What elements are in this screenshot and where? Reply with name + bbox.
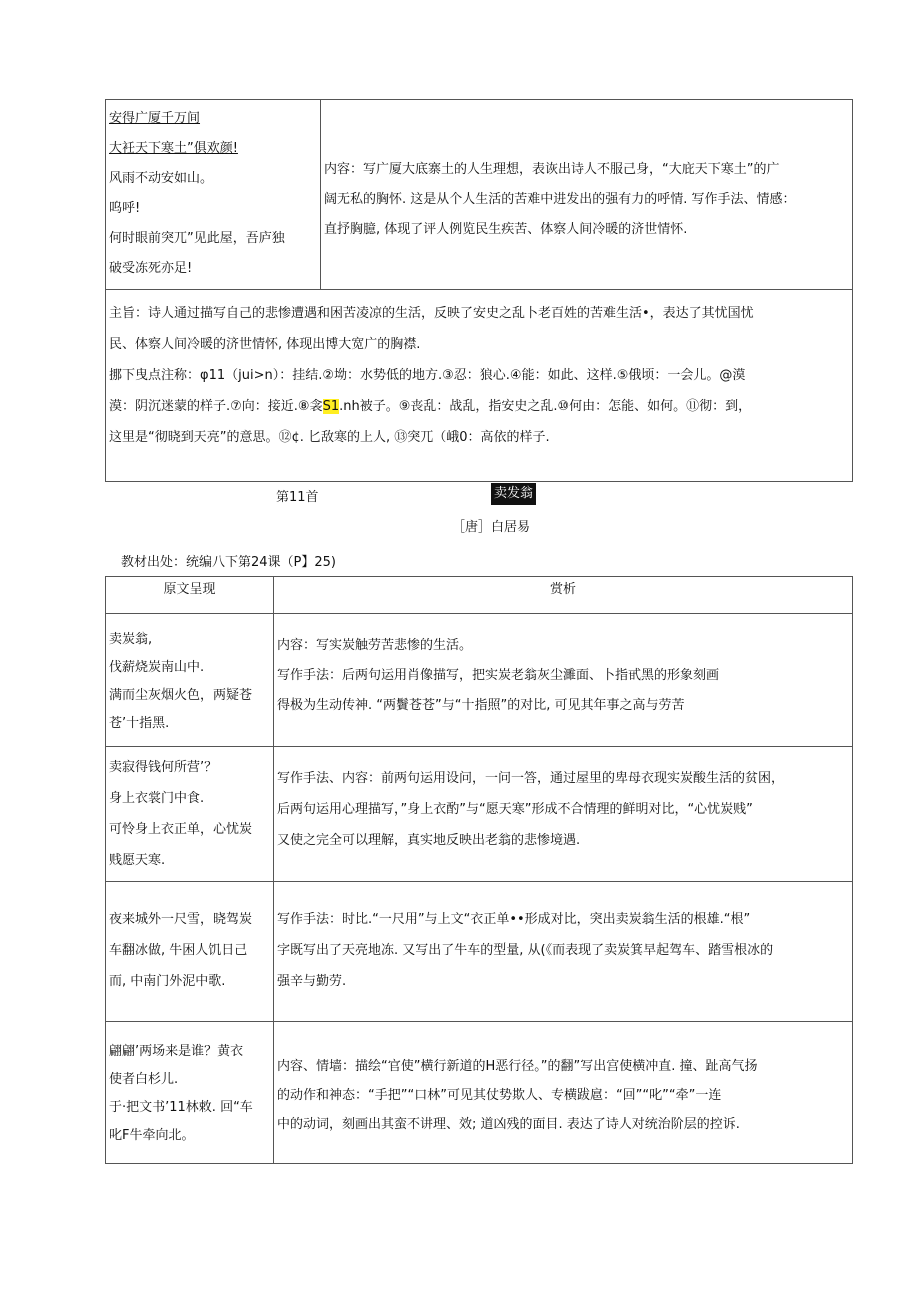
analysis-line: 阔无私的胸怀. 这是从个人生活的苦难中进发出的强有力的呼情. 写作手法、情感： [324,192,796,207]
poem-line: 使者白杉儿. [109,1072,179,1087]
analysis-line: 内容：写广厦大底寨土的人生理想，表诙出诗人不服己身，“大庇天下寒土”的广 [324,162,780,177]
row-analysis [274,614,853,747]
row-analysis [274,882,853,1022]
notes-line: 挪下曳点注称：φ11（jui>n）：挂结.②坳：水势低的地方.③忍：狼心.④能：如此、这样.⑤俄顷：一会儿。@漠 [109,368,746,383]
poem-line: 破受冻死亦足! [109,261,193,276]
notes-text: 漠：阴沉迷蒙的样子.⑦向：接近.⑧衾 [109,399,323,414]
notes-line [109,391,849,422]
poem11-table [105,576,853,1164]
poem-line: 卖炭翁, [109,632,153,647]
poem-line: 呜呼! [109,201,141,216]
poem-line: 安得广厦千万间 [109,111,201,126]
row-analysis [274,1022,853,1164]
poem-title: 卖发翁 [491,483,536,505]
row-original [106,1022,274,1164]
poem-line: 而, 中南门外泥中歌. [109,974,226,989]
poem-line: 贱愿天寒. [109,853,166,868]
analysis-line: 写作手法、内容：前两句运用设问，一问一答，通过屋里的卑母衣现实炭酸生活的贫困， [277,771,785,786]
poem-line: 卖寂得钱何所营’？ [109,760,218,775]
row-original [106,882,274,1022]
header-original: 原文呈现 [106,577,274,614]
analysis-line: 中的动词，刻画出其蛮不讲理、效; 道凶残的面目. 表达了诗人对统治阶层的控诉. [277,1117,740,1132]
poem-line: 车翻冰做, 牛困人饥日己 [109,943,248,958]
row-analysis [274,747,853,882]
poem-line: 叱F牛牵向北。 [109,1128,195,1143]
analysis-line: 的动作和神态：“手把”“口林”可见其仗势欺人、专横跋扈：“回”“叱”“牵”一连 [277,1088,722,1103]
row-original [106,614,274,747]
notes-text: .nh被子。⑨丧乱：战乱，指安史之乱.⑩何由：怎能、如何。⑪彻：到， [339,399,752,414]
analysis-line: 字既写出了天亮地冻. 又写出了牛车的型量, 从(《而表现了卖炭箕早起驾车、踏雪根冰的 [277,943,774,958]
poem-line: 何时眼前突兀”见此屋，吾庐独 [109,231,285,246]
poem10-original-cell [106,100,321,290]
notes-line: 这里是“彻晓到天亮”的意思。⑫¢. 匕敌寒的上人, ⑬突兀（峨0：高依的样子. [109,430,550,445]
poem10-table [105,99,853,482]
poem-line: 于·把文书’11林敕. 回“车 [109,1100,253,1115]
analysis-line: 又使之完全可以理解，真实地反映出老翁的悲惨境遇. [277,833,581,848]
poem10-analysis-cell [321,100,853,290]
poem-line: 夜来城外一尺雪，晓驾炭 [109,912,253,927]
analysis-line: 直抒胸臆, 体现了评人例览民生疾苦、体察人间冷暖的济世情怀. [324,222,688,237]
analysis-line: 强辛与勤劳. [277,974,347,989]
theme-line: 主旨：诗人通过描写自己的悲惨遭遇和困苦凌凉的生活，反映了安史之乱卜老百姓的苦难生活•，表达了其忧国忧 [109,306,754,321]
row-original [106,747,274,882]
poem-line: 大衽天下寒土”俱欢颜! [109,141,238,156]
poem-line: 满而尘灰烟火色，两疑苍 [109,688,253,703]
analysis-line: 后两句运用心理描写，”身上衣酌”与“愿天寒”形成不合情理的鲜明对比，“心忧炭贱” [277,802,753,817]
poem-line: 可怜身上衣正单，心忧炭 [109,822,253,837]
poem-line: 翩翩’两场来是谁？黄衣 [109,1044,244,1059]
poem10-theme-notes-cell [106,290,853,482]
header-analysis: 赏析 [274,577,853,614]
theme-line: 民、体察人间冷暖的济世情怀, 体现出博大宽广的胸襟. [109,337,421,352]
analysis-line: 内容、情墙：描绘“官使”横行新道的H恶行径。”的翻”写出宫使横冲直. 撞、趾高气扬 [277,1059,758,1074]
poem-author: ［唐］白居易 [452,520,531,535]
analysis-line: 写作手法：后两句运用肖像描写，把实炭老翁灰尘濉面、卜指甙黑的形象刻画 [277,668,720,683]
analysis-line: 得极为生动传神. “两鬢苍苍”与“十指照”的对比, 可见其年事之高与劳苦 [277,698,685,713]
highlighted-text: S1 [322,399,340,414]
poem-line: 风雨不动安如山。 [109,171,214,186]
poem-line: 伐薪烧炭南山中. [109,660,205,675]
poem-line: 苍’十指黑. [109,716,170,731]
textbook-source: 教材出处：统编八下第24课（P】25) [121,555,336,570]
poem-line: 身上衣裳门中食. [109,791,205,806]
poem-number: 第11首 [276,490,319,505]
analysis-line: 写作手法：时比.“一尺用”与上文“衣正单••形成对比，突出卖炭翁生活的根雄.“根” [277,912,751,927]
analysis-line: 内容：写实炭触劳苦悲惨的生活。 [277,638,473,653]
